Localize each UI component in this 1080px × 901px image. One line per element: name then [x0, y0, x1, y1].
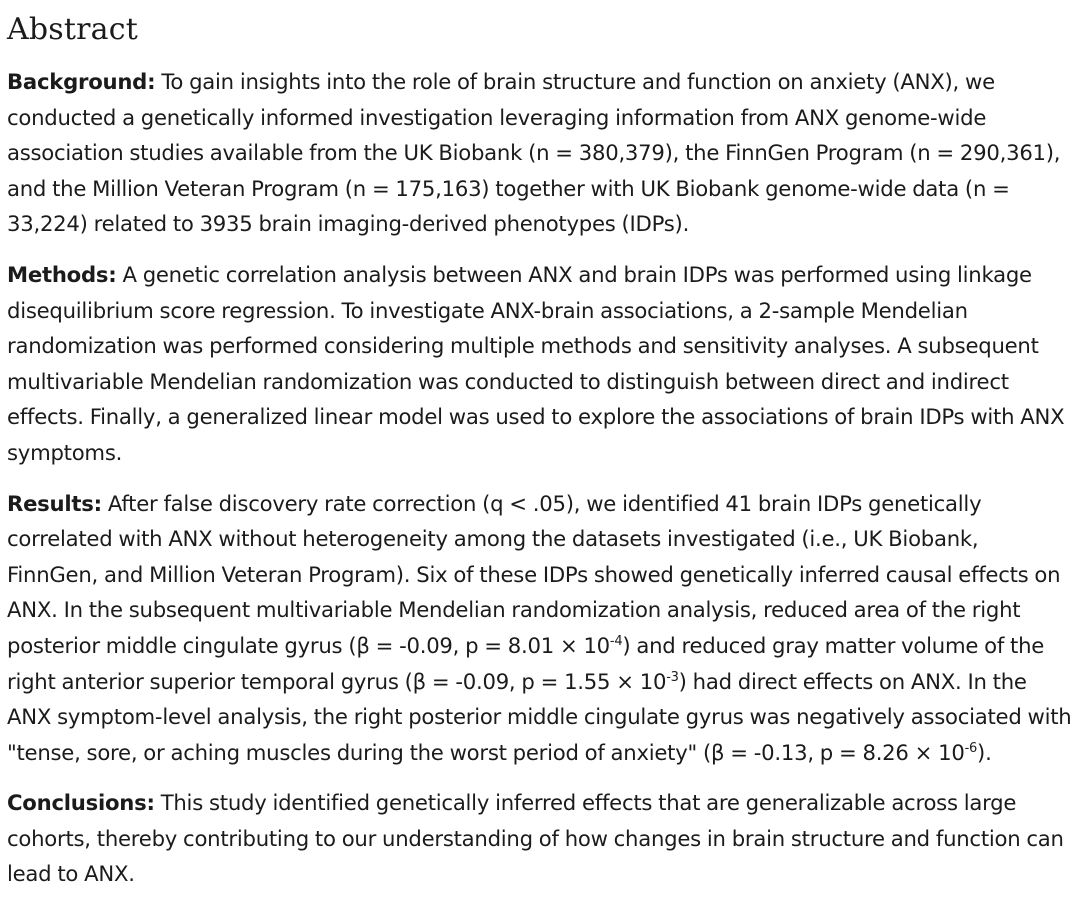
results-text-1: After false discovery rate correction (q < .05), we identified 41 brain IDPs genetically correlated with ANX without heterogeneity among the datasets investigated (i.e., UK Biobank, FinnGen, and Million Veteran Program). Six of these IDPs showed genetically inferred causal effects on ANX. In the subsequent multivariable Mendelian randomization analysis, reduced area of the right posterior middle cingulate gyrus (β = -0.09, p = 8.01 × 10 [7, 490, 1061, 658]
methods-label: Methods: [7, 261, 117, 287]
results-text-2: ) and reduced gray matter volume of the right anterior superior temporal gyrus (β = -0.09, p = 1.55 × 10 [7, 632, 1045, 694]
conclusions-text: This study identified genetically inferred effects that are generalizable across large cohorts, thereby contributing to our understanding of how changes in brain structure and function can lead to ANX. [7, 790, 1064, 887]
conclusions-label: Conclusions: [7, 790, 155, 816]
background-text: To gain insights into the role of brain structure and function on anxiety (ANX), we conducted a genetically informed investigation leveraging information from ANX genome-wide association studies available from the UK Biobank (n = 380,379), the FinnGen Program (n = 290,361), and the Million Veteran Program (n = 175,163) together with UK Biobank genome-wide data (n = 33,224) related to 3935 brain imaging-derived phenotypes (IDPs). [7, 69, 1061, 237]
abstract-heading: Abstract [7, 12, 139, 47]
results-label: Results: [7, 490, 102, 516]
conclusions-paragraph [7, 785, 1074, 892]
results-exponent-1: -4 [609, 633, 623, 649]
background-paragraph [7, 64, 1074, 242]
background-label: Background: [7, 69, 156, 94]
methods-text: A genetic correlation analysis between ANX and brain IDPs was performed using linkage disequilibrium score regression. To investigate ANX-brain associations, a 2-sample Mendelian randomization was performed considering multiple methods and sensitivity analyses. A subsequent multivariable Mendelian randomization was conducted to distinguish between direct and indirect effects. Finally, a generalized linear model was used to explore the associations of brain IDPs with ANX symptoms. [7, 261, 1065, 465]
results-text-3: ) had direct effects on ANX. In the ANX symptom-level analysis, the right posterior middle cingulate gyrus was negatively associated with "tense, sore, or aching muscles during the worst period of anxiety" (β = -0.13, p = 8.26 × 10 [7, 668, 1072, 765]
results-paragraph [7, 486, 1074, 771]
methods-paragraph [7, 257, 1074, 471]
results-exponent-3: -6 [964, 740, 978, 756]
results-exponent-2: -3 [666, 669, 679, 685]
results-text-4: ). [977, 739, 992, 765]
